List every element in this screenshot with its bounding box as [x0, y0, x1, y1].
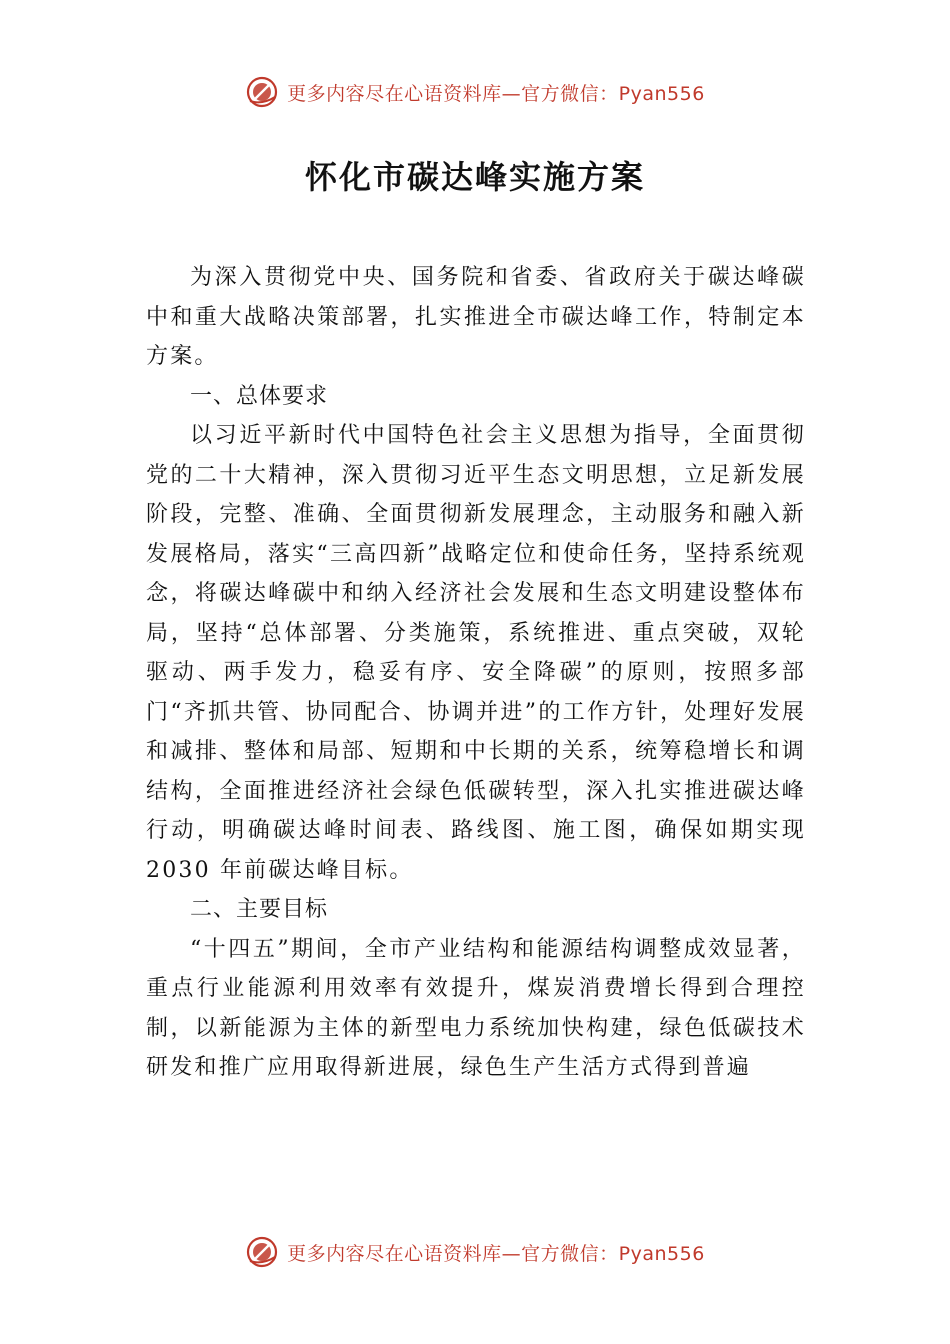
intro-paragraph: 为深入贯彻党中央、国务院和省委、省政府关于碳达峰碳中和重大战略决策部署，扎实推进全市碳达峰工作，特制定本方案。 [146, 265, 806, 369]
banner-text: 更多内容尽在心语资料库—官方微信：Pyan556 [287, 1242, 705, 1265]
document-title: 怀化市碳达峰实施方案 [304, 158, 645, 196]
footer-banner [0, 1232, 950, 1272]
section-heading-1: 一、总体要求 [190, 383, 329, 409]
seal-logo-icon [245, 75, 279, 109]
seal-logo-icon [245, 1235, 279, 1269]
banner-text: 更多内容尽在心语资料库—官方微信：Pyan556 [287, 82, 705, 105]
section-2-paragraph: “十四五”期间，全市产业结构和能源结构调整成效显著，重点行业能源利用效率有效提升，煤炭消费增长得到合理控制，以新能源为主体的新型电力系统加快构建，绿色低碳技术研发和推广应用取得新进展，绿色生产生活方式得到普遍 [146, 936, 806, 1080]
section-heading-2: 二、主要目标 [190, 897, 329, 922]
document-body [146, 258, 806, 1088]
header-banner [0, 72, 950, 112]
section-1-paragraph: 以习近平新时代中国特色社会主义思想为指导，全面贯彻党的二十大精神，深入贯彻习近平生态文明思想，立足新发展阶段，完整、准确、全面贯彻新发展理念，主动服务和融入新发展格局，落实“三高四新”战略定位和使命任务，坚持系统观念，将碳达峰碳中和纳入经济社会发展和生态文明建设整体布局，坚持“总体部署、分类施策，系统推进、重点突破，双轮驱动、两手发力，稳妥有序、安全降碳”的原则，按照多部门“齐抓共管、协同配合、协调并进”的工作方针，处理好发展和减排、整体和局部、短期和中长期的关系，统筹稳增长和调结构，全面推进经济社会绿色低碳转型，深入扎实推进碳达峰行动，明确碳达峰时间表、路线图、施工图，确保如期实现 2030 年前碳达峰目标。 [146, 423, 806, 883]
